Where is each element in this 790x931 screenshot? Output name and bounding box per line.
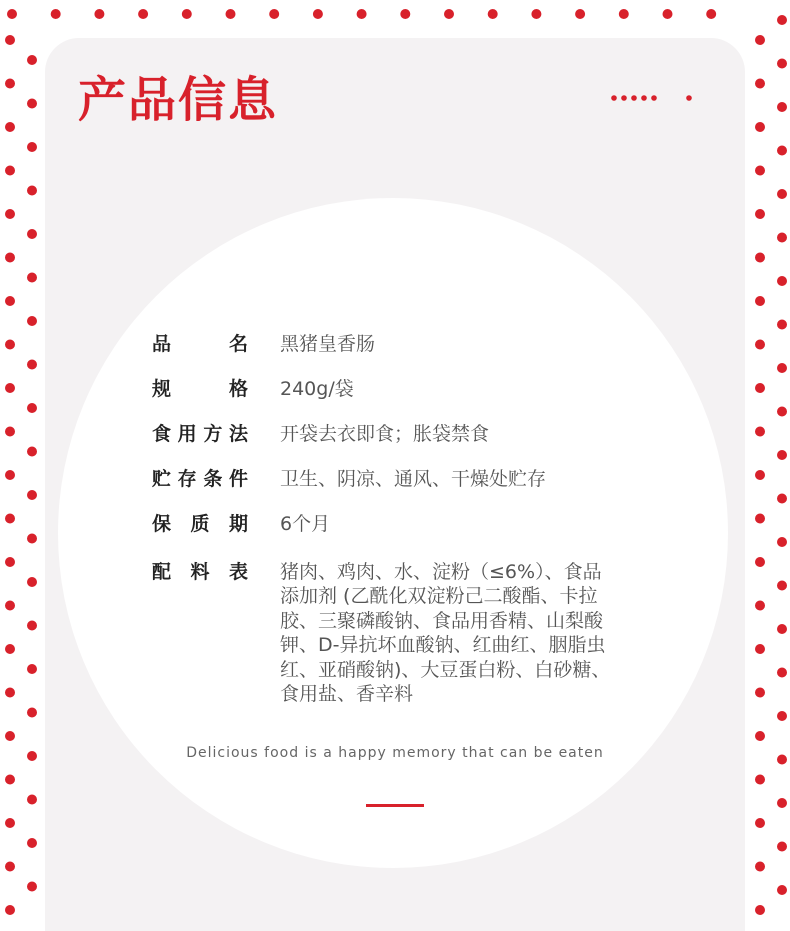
border-dot: [27, 55, 37, 65]
border-dot: [27, 186, 37, 196]
border-dot: [755, 601, 765, 611]
border-dot: [755, 688, 765, 698]
border-dot: [777, 15, 787, 25]
border-dot: [27, 490, 37, 500]
border-dot: [777, 320, 787, 330]
border-dot: [269, 9, 279, 19]
border-dot: [755, 818, 765, 828]
ingredients-line: 钾、D-异抗坏血酸钠、红曲红、胭脂虫: [280, 634, 606, 657]
border-dot: [5, 166, 15, 176]
value-storage: 卫生、阴凉、通风、干燥处贮存: [280, 468, 547, 490]
border-dot: [755, 557, 765, 567]
border-dot: [27, 360, 37, 370]
border-dot: [5, 644, 15, 654]
border-dot: [755, 253, 765, 263]
ingredients-line: 添加剂 (乙酰化双淀粉己二酸酯、卡拉: [280, 585, 598, 608]
border-dot: [755, 209, 765, 219]
label-shelf-life: 保 质 期: [152, 513, 248, 535]
title-dots-decoration: [610, 92, 700, 104]
border-dot: [777, 581, 787, 591]
border-dot: [27, 316, 37, 326]
value-usage: 开袋去衣即食；胀袋禁食: [280, 423, 490, 445]
border-dot: [777, 885, 787, 895]
border-dot: [777, 363, 787, 373]
border-dot: [27, 882, 37, 892]
label-usage: 食 用 方 法: [152, 423, 248, 445]
border-dot: [777, 711, 787, 721]
border-dot: [5, 775, 15, 785]
slogan-text: Delicious food is a happy memory that can be eaten: [186, 745, 604, 761]
ingredients-line: 食用盐、香辛料: [280, 683, 414, 706]
border-dot: [777, 59, 787, 69]
label-spec: 规 格: [152, 378, 248, 400]
label-ingredients: 配 料 表: [152, 561, 248, 583]
border-dot: [94, 9, 104, 19]
border-dot: [27, 142, 37, 152]
border-dot: [777, 537, 787, 547]
border-dot: [5, 601, 15, 611]
border-dot: [755, 470, 765, 480]
value-product-name: 黑猪皇香肠: [280, 333, 376, 355]
border-dot: [777, 146, 787, 156]
border-dot: [27, 447, 37, 457]
border-dot: [5, 35, 15, 45]
border-dot: [531, 9, 541, 19]
border-dot: [777, 407, 787, 417]
border-dot: [5, 688, 15, 698]
border-dot: [5, 253, 15, 263]
border-dot: [27, 534, 37, 544]
border-dot: [27, 229, 37, 239]
border-dot: [5, 818, 15, 828]
border-dot: [27, 621, 37, 631]
border-dot: [7, 9, 17, 19]
border-dot: [755, 644, 765, 654]
border-dot: [575, 9, 585, 19]
border-dot: [663, 9, 673, 19]
ingredients-line: 红、亚硝酸钠)、大豆蛋白粉、白砂糖、: [280, 658, 611, 681]
border-dot: [755, 166, 765, 176]
border-dot: [755, 862, 765, 872]
border-dot: [777, 624, 787, 634]
border-dot: [5, 122, 15, 132]
border-dot: [27, 99, 37, 109]
border-dot: [5, 209, 15, 219]
border-dot: [755, 122, 765, 132]
label-product-name: 品 名: [152, 333, 248, 355]
border-dot: [27, 664, 37, 674]
border-dot: [51, 9, 61, 19]
border-dot: [777, 494, 787, 504]
border-dot: [27, 795, 37, 805]
border-dot: [5, 296, 15, 306]
border-dot: [400, 9, 410, 19]
border-dot: [777, 102, 787, 112]
border-dot: [777, 189, 787, 199]
border-dot: [5, 383, 15, 393]
border-dot: [138, 9, 148, 19]
border-dot: [5, 557, 15, 567]
border-dot: [777, 798, 787, 808]
border-dot: [5, 862, 15, 872]
border-dot: [755, 79, 765, 89]
page-title: 产品信息: [78, 72, 279, 128]
value-spec: 240g/袋: [280, 378, 354, 400]
border-dot: [777, 668, 787, 678]
border-dot: [755, 340, 765, 350]
border-dot: [5, 340, 15, 350]
border-dot: [27, 838, 37, 848]
border-dot: [27, 403, 37, 413]
border-dot: [5, 470, 15, 480]
border-dot: [5, 514, 15, 524]
ingredients-line: 胶、三聚磷酸钠、食品用香精、山梨酸: [280, 609, 604, 632]
border-dot: [444, 9, 454, 19]
border-dot: [755, 383, 765, 393]
border-dot: [5, 427, 15, 437]
border-dot: [5, 731, 15, 741]
border-dot: [755, 775, 765, 785]
value-ingredients: [280, 560, 650, 706]
border-dot: [777, 842, 787, 852]
border-dot: [27, 577, 37, 587]
border-dot: [777, 450, 787, 460]
border-dot: [5, 79, 15, 89]
border-dot: [488, 9, 498, 19]
border-dot: [777, 233, 787, 243]
border-dot: [755, 514, 765, 524]
red-divider: [366, 804, 424, 807]
border-dot: [357, 9, 367, 19]
border-dot: [777, 276, 787, 286]
border-dot: [755, 731, 765, 741]
border-dot: [27, 708, 37, 718]
border-dot: [27, 273, 37, 283]
border-dot: [226, 9, 236, 19]
border-dot: [755, 905, 765, 915]
label-storage: 贮 存 条 件: [152, 468, 248, 490]
border-dot: [313, 9, 323, 19]
value-shelf-life: 6个月: [280, 513, 331, 535]
border-dot: [755, 296, 765, 306]
border-dot: [5, 905, 15, 915]
ingredients-line: 猪肉、鸡肉、水、淀粉（≤6%）、食品: [280, 561, 602, 583]
border-dot: [182, 9, 192, 19]
border-dot: [706, 9, 716, 19]
border-dot: [619, 9, 629, 19]
border-dot: [755, 35, 765, 45]
border-dot: [755, 427, 765, 437]
